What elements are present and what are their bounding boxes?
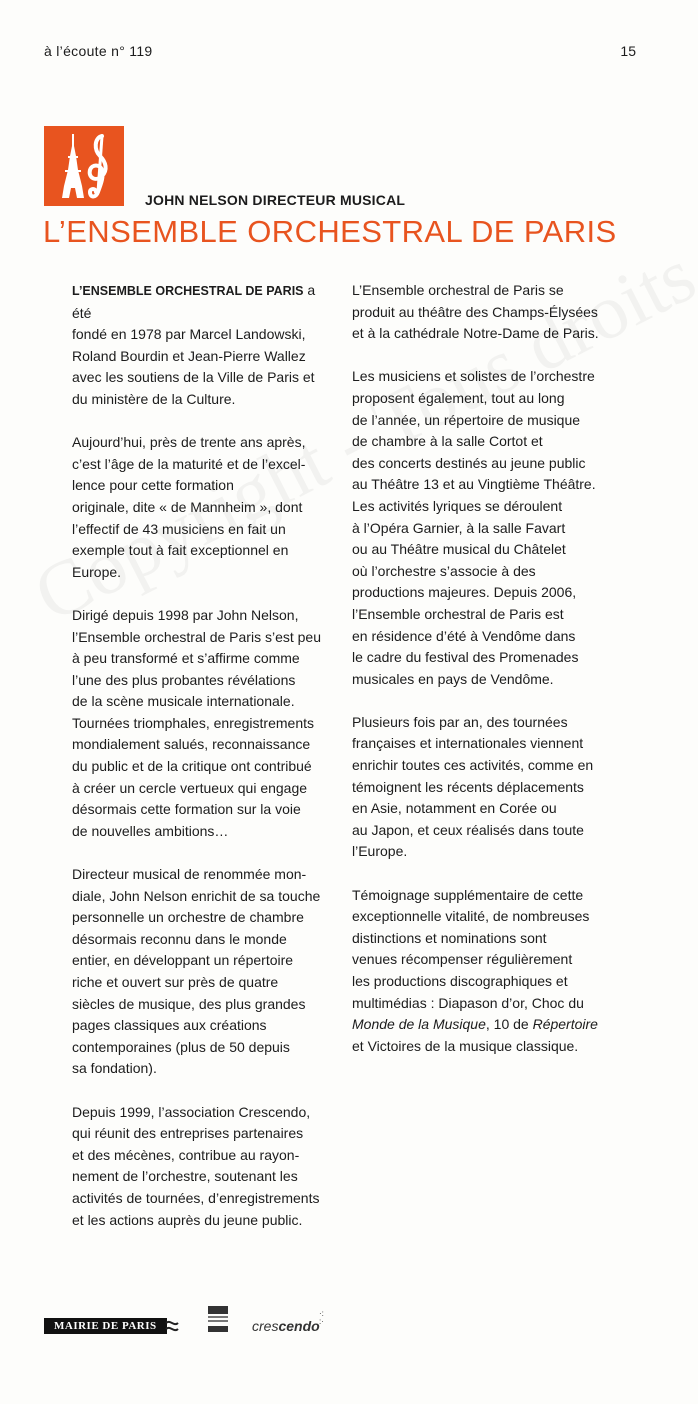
page-number: 15	[620, 43, 636, 59]
paragraph: L’Ensemble orchestral de Paris se produit au théâtre des Champs-Élysées et à la cathédrale Notre-Dame de Paris.	[352, 282, 599, 342]
paragraph: Les musiciens et solistes de l’orchestre proposent également, tout au long de l’année, un répertoire de musique de chambre à la salle Cortot et des concerts destinés au jeune public au Théâtre 13 et au Vingtième Théâtre. Les activités lyriques se déroulent à l’Opéra Garnier, à la salle Favart ou au Théâtre musical du Châtelet où l’orchestre s’associe à des productions majeures. Depuis 2006, l’Ensemble orchestral de Paris est en résidence d’été à Vendôme dans le cadre du festival des Promenades musicales en pays de Vendôme.	[352, 368, 596, 687]
italic-title: Répertoire	[532, 1016, 598, 1033]
crescendo-text: cres	[252, 1318, 279, 1334]
left-column	[72, 280, 334, 1253]
eiffel-tower-treble-clef-icon	[44, 126, 124, 206]
paragraph	[72, 280, 334, 411]
crescendo-text-bold: cendo	[278, 1318, 320, 1334]
paragraph: Dirigé depuis 1998 par John Nelson, l’Ensemble orchestral de Paris s’est peu à peu transformé et s’affirme comme l’une des plus probantes révélations de la scène musicale internationale. Tournées triomphales, enregistrements mondialement salués, reconnaissance du public et de la critique ont contribué à créer un cercle vertueux qui engage désormais cette formation sur la voie de nouvelles ambitions…	[72, 606, 322, 839]
crescendo-dots-icon: ·: :·	[319, 1309, 324, 1326]
paragraph: Aujourd’hui, près de trente ans après, c’est l’âge de la maturité et de l’excel- lence pour cette formation originale, dite « de Mannheim », dont l’effectif de 43 musiciens en fait un exemple tout à fait exceptionnel en Europe.	[72, 434, 306, 580]
paragraph: Plusieurs fois par an, des tournées françaises et internationales viennent enrichir toutes ces activités, comme en témoignent les récents déplacements en Asie, notamment en Corée ou au Japon, et ceux réalisés dans toute l’Europe.	[352, 713, 594, 860]
lead-caps: L’ENSEMBLE ORCHESTRAL DE PARIS	[72, 284, 304, 298]
paragraph-text: et Victoires de la musique classique.	[352, 1037, 579, 1054]
paragraph-text: Témoignage supplémentaire de cette exceptionnelle vitalité, de nombreuses distinctions et nominations sont venues récompenser régulièrement les productions discographiques et multimédias : Diapason d’or, Choc du	[352, 886, 590, 1011]
paragraph: Depuis 1999, l’association Crescendo, qui réunit des entreprises partenaires et des mécènes, contribue au rayon- nement de l’orchestre, soutenant les activités de tournées, d’enregistrements et les actions auprès du jeune public.	[72, 1103, 320, 1228]
right-column	[352, 280, 614, 1079]
mairie-de-paris-logo: MAIRIE DE PARIS	[44, 1318, 167, 1334]
ministere-culture-logo-icon	[206, 1306, 230, 1336]
article-title: L’ENSEMBLE ORCHESTRAL DE PARIS	[43, 214, 617, 249]
paragraph: Directeur musical de renommée mon- diale, John Nelson enrichit de sa touche personnelle un orchestre de chambre désormais reconnu dans le monde entier, en développant un répertoire riche et ouvert sur près de quatre siècles de musique, des plus grandes pages classiques aux créations contemporaines (plus de 50 depuis sa fondation).	[72, 866, 321, 1077]
sponsor-footer	[44, 1306, 364, 1342]
italic-title: Monde de la Musique	[352, 1016, 486, 1033]
article-kicker: JOHN NELSON DIRECTEUR MUSICAL	[145, 192, 406, 208]
crescendo-logo	[252, 1318, 320, 1334]
mairie-wave-icon	[164, 1318, 180, 1334]
paragraph-text: , 10 de	[485, 1016, 533, 1033]
paragraph-text: a été fondé en 1978 par Marcel Landowski, Roland Bourdin et Jean-Pierre Wallez avec les soutiens de la Ville de Paris et du ministère de la Culture.	[72, 282, 316, 407]
paragraph	[352, 885, 614, 1058]
page-header-issue: à l’écoute n° 119	[44, 43, 153, 59]
